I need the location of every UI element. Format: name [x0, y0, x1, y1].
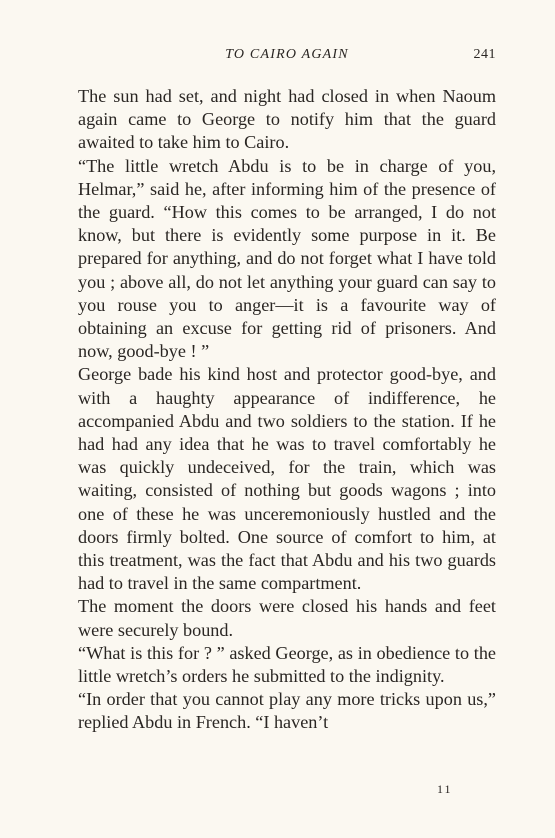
running-head	[78, 47, 496, 67]
running-title: TO CAIRO AGAIN	[225, 47, 349, 62]
paragraph-1: The sun had set, and night had closed in when Naoum again came to George to notify him that the guard awaited to take him to Cairo.	[78, 86, 496, 153]
paragraph-4: The moment the doors were closed his hands and feet were securely bound.	[78, 596, 496, 640]
page-number: 241	[473, 47, 496, 62]
paragraph-2: “The little wretch Abdu is to be in charge of you, Helmar,” said he, after informing him of the presence of the guard. “How this comes to be arranged, I do not know, but there is evidently some purpose in it. Be prepared for anything, and do not forget what I have told you ; above all, do not let anything your guard can say to you rouse you to anger—it is a favourite way of obtaining an excuse for getting rid of prisoners. And now, good-bye ! ”	[78, 155, 496, 362]
paragraph-3: George bade his kind host and protector good-bye, and with a haughty appearance of indifference, he accompanied Abdu and two soldiers to the station. If he had had any idea that he was to travel comfortably he was quickly undeceived, for the train, which was waiting, consisted of nothing but goods wagons ; into one of these he was unceremoniously hustled and the doors firmly bolted. One source of comfort to him, at this treatment, was the fact that Abdu and his two guards had to travel in the same compartment.	[78, 364, 496, 594]
signature-mark: 11	[437, 782, 453, 796]
body-text	[78, 85, 496, 735]
paragraph-6: “In order that you cannot play any more tricks upon us,” replied Abdu in French. “I haven’t	[78, 689, 496, 733]
paragraph-5: “What is this for ? ” asked George, as in obedience to the little wretch’s orders he submitted to the indignity.	[78, 642, 496, 687]
